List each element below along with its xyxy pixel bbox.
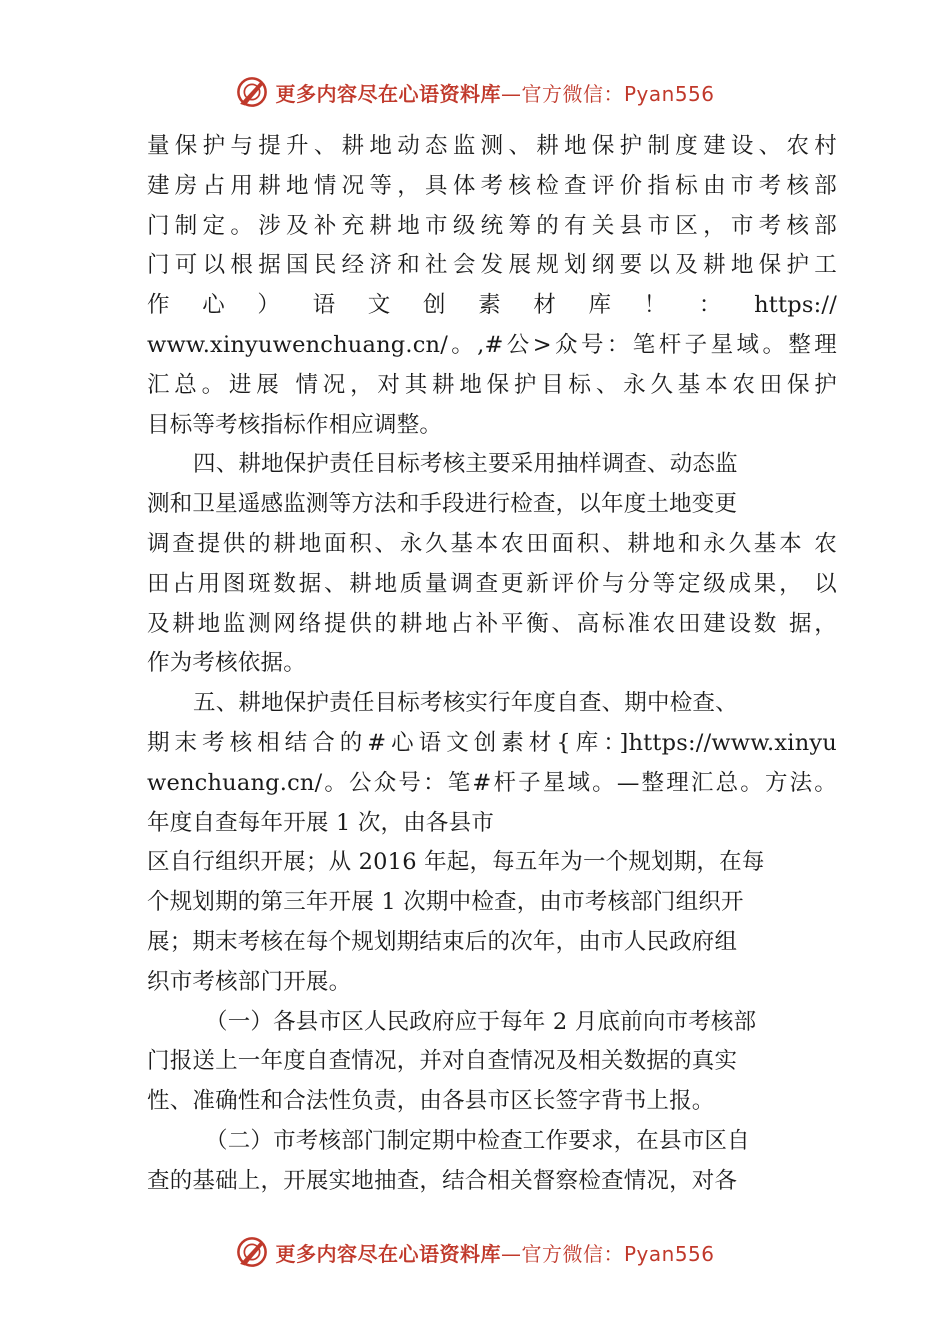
text-line: 作为考核依据。	[147, 650, 306, 677]
paragraph-start-line: （二）市考核部门制定期中检查工作要求，在县市区自	[205, 1127, 750, 1154]
text-line: 作 心 ） 语 文 创 素 材 库 ！ ： https://	[147, 292, 837, 319]
text-line: 查的基础上，开展实地抽查，结合相关督察检查情况，对各	[147, 1167, 738, 1194]
text-line: 测和卫星遥感监测等方法和手段进行检查，以年度土地变更	[147, 491, 738, 518]
pen-circle-logo-icon	[235, 75, 269, 109]
paragraph-start-line: 五、耕地保护责任目标考核实行年度自查、期中检查、	[193, 690, 738, 717]
banner-dash: —	[500, 1241, 522, 1266]
document-body	[147, 127, 837, 1202]
text-line: 门报送上一年度自查情况，并对自查情况及相关数据的真实	[147, 1048, 738, 1075]
text-line: 展；期末考核在每个规划期结束后的次年，由市人民政府组	[147, 928, 738, 955]
banner-slogan: 更多内容尽在心语资料库	[275, 1241, 501, 1266]
text-line: 量保护与提升、耕地动态监测、耕地保护制度建设、农村	[147, 133, 837, 159]
text-line: 汇总。进展 情况，对其耕地保护目标、永久基本农田保护	[147, 371, 837, 398]
banner-dash: —	[500, 81, 522, 106]
text-line: 期末考核相结合的#心语文创素材{库：]https://www.xinyu	[147, 729, 837, 756]
footer-banner	[0, 1232, 950, 1272]
paragraph-start-line: 四、耕地保护责任目标考核主要采用抽样调查、动态监	[193, 451, 738, 478]
header-banner	[0, 72, 950, 112]
banner-slogan: 更多内容尽在心语资料库	[275, 81, 501, 106]
text-line: 年度自查每年开展 1 次，由各县市	[147, 809, 495, 836]
text-line: 个规划期的第三年开展 1 次期中检查，由市考核部门组织开	[147, 889, 744, 916]
banner-wechat-label: 官方微信：	[521, 81, 624, 106]
text-line: 目标等考核指标作相应调整。	[147, 411, 443, 438]
banner-wechat-label: 官方微信：	[521, 1241, 624, 1266]
text-line: 门可以根据国民经济和社会发展规划纲要以及耕地保护工	[147, 252, 837, 279]
header-banner-text	[275, 78, 714, 107]
text-line: 建房占用耕地情况等，具体考核检查评价指标由市考核部	[147, 172, 837, 199]
banner-wechat-id: Pyan556	[623, 81, 715, 106]
text-line: 性、准确性和合法性负责，由各县市区长签字背书上报。	[147, 1088, 715, 1115]
text-line: 区自行组织开展；从 2016 年起，每五年为一个规划期，在每	[147, 849, 765, 876]
text-line: wenchuang.cn/。公众号：笔#杆子星域。—整理汇总。方法。	[147, 769, 837, 796]
paragraph-start-line: （一）各县市区人民政府应于每年 2 月底前向市考核部	[205, 1008, 757, 1035]
text-line: 及耕地监测网络提供的耕地占补平衡、高标准农田建设数 据，	[147, 610, 837, 637]
text-line: www.xinyuwenchuang.cn/。,#公>众号：笔杆子星域。整理	[147, 331, 837, 358]
pen-circle-logo-icon	[235, 1235, 269, 1269]
text-line: 田占用图斑数据、耕地质量调查更新评价与分等定级成果， 以	[147, 570, 837, 597]
banner-wechat-id: Pyan556	[623, 1241, 715, 1266]
footer-banner-text	[275, 1238, 714, 1267]
text-line: 调查提供的耕地面积、永久基本农田面积、耕地和永久基本 农	[147, 530, 837, 557]
text-line: 门制定。涉及补充耕地市级统筹的有关县市区，市考核部	[147, 212, 837, 239]
text-line: 织市考核部门开展。	[147, 968, 352, 995]
